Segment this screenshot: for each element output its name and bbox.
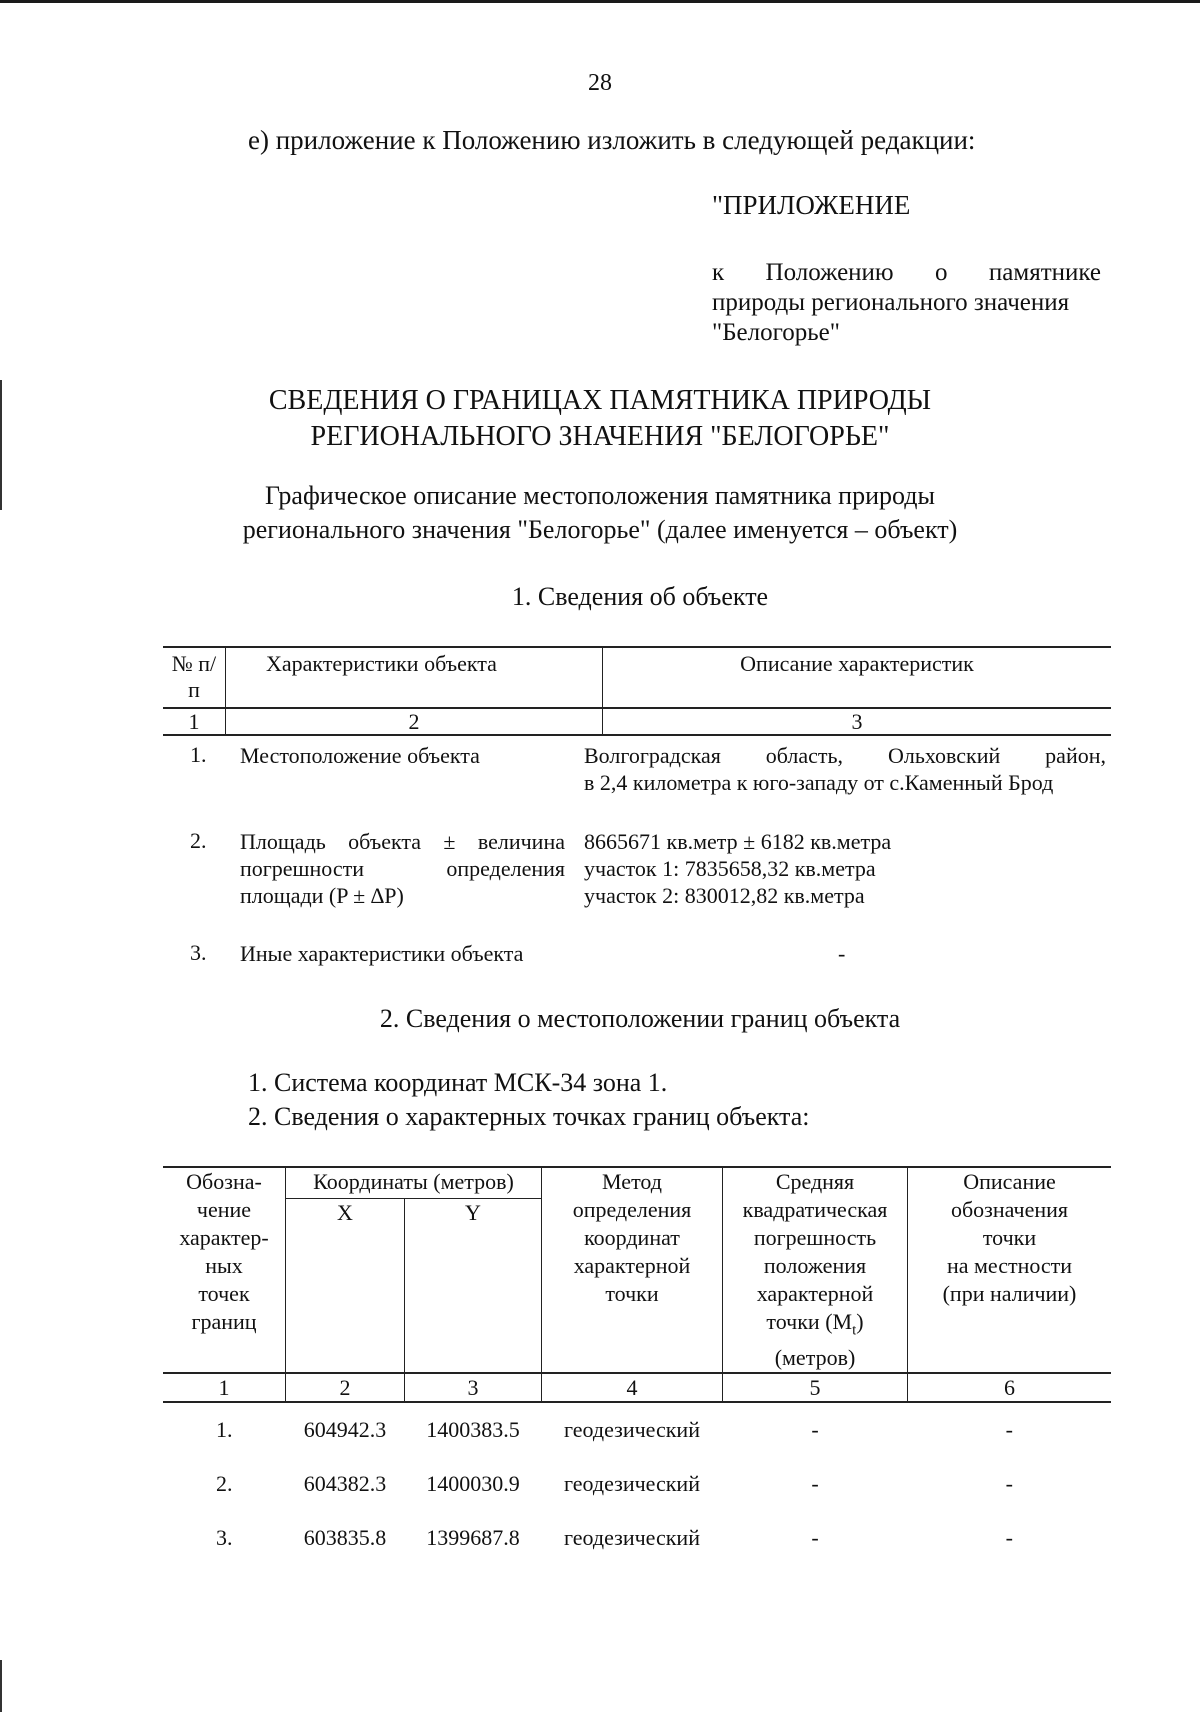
column-number: 1: [163, 1373, 286, 1402]
header-designation: Обозна- чение характер- ных точек границ: [163, 1167, 286, 1373]
point-method: геодезический: [564, 1525, 700, 1551]
object-characteristic: Местоположение объекта: [240, 743, 480, 768]
row-number: 1.: [190, 742, 207, 767]
characteristic-description: 8665671 кв.метр ± 6182 кв.метра участок 1: 7835658,32 кв.метра участок 2: 830012,82 кв.метра: [584, 829, 892, 908]
point-description: -: [1005, 1525, 1013, 1551]
header-x: X: [286, 1198, 405, 1373]
points-info-item: 2. Сведения о характерных точках границ объекта:: [248, 1102, 810, 1131]
appendix-reference: [712, 258, 1101, 348]
subheading-line: Графическое описание местоположения памятника природы: [265, 481, 935, 510]
header-method: Метод определения координат характерной точки: [542, 1167, 723, 1373]
point-description: -: [1005, 1417, 1013, 1443]
appendix-ref-line: природы регионального значения: [712, 289, 1070, 316]
point-y: 1400383.5: [426, 1417, 520, 1443]
point-number: 1.: [216, 1417, 233, 1443]
column-number: 2: [286, 1373, 405, 1402]
header-y: Y: [405, 1198, 542, 1373]
row-number: 3.: [190, 940, 207, 965]
point-error: -: [811, 1417, 819, 1443]
characteristic-description: -: [838, 941, 846, 966]
point-error: -: [811, 1525, 819, 1551]
scan-edge-left: [0, 1660, 2, 1712]
heading-line: РЕГИОНАЛЬНОГО ЗНАЧЕНИЯ "БЕЛОГОРЬЕ": [310, 421, 890, 452]
column-number: 5: [723, 1373, 908, 1402]
column-number: 3: [603, 708, 1112, 735]
row-number: 2.: [190, 828, 207, 853]
scan-edge-top: [0, 0, 1200, 3]
boundary-points-table: [163, 1166, 1111, 1565]
object-characteristic: Иные характеристики объекта: [240, 941, 524, 966]
table-header-cell: Описание характеристик: [603, 647, 1112, 708]
object-info-table: [163, 646, 1111, 736]
column-number: 3: [405, 1373, 542, 1402]
object-characteristic: Площадь объекта ± величина погрешности определения площади (P ± ∆P): [240, 829, 565, 908]
column-number: 6: [908, 1373, 1112, 1402]
column-number: 4: [542, 1373, 723, 1402]
table-header-cell: Характеристики объекта: [226, 647, 603, 708]
page-number: 28: [588, 70, 612, 96]
table-header-cell: № п/п: [163, 647, 226, 708]
point-x: 604942.3: [303, 1417, 387, 1443]
document-heading: [0, 383, 1200, 455]
table-row: [163, 1457, 1111, 1511]
point-x: 603835.8: [303, 1525, 387, 1551]
characteristic-description: Волгоградская область, Ольховский район, в 2,4 километра к юго-западу от с.Каменный Брод: [584, 743, 1106, 795]
header-coordinates: Координаты (метров): [286, 1167, 542, 1198]
point-error: -: [811, 1471, 819, 1497]
header-description: Описание обозначения точки на местности (при наличии): [908, 1167, 1112, 1373]
point-number: 2.: [216, 1471, 233, 1497]
heading-line: СВЕДЕНИЯ О ГРАНИЦАХ ПАМЯТНИКА ПРИРОДЫ: [268, 385, 932, 416]
appendix-title: "ПРИЛОЖЕНИЕ: [712, 190, 911, 220]
header-mean-error: Средняя квадратическая погрешность положения характерной точки $(M_t)$ (метров): [723, 1167, 908, 1373]
table-row: [163, 1402, 1111, 1457]
point-y: 1400030.9: [426, 1471, 520, 1497]
appendix-ref-line: к Положению о памятнике: [712, 259, 1101, 286]
appendix-ref-line: "Белогорье": [712, 319, 840, 346]
section2-title: 2. Сведения о местоположении границ объекта: [379, 1004, 901, 1033]
table-row: [163, 1511, 1111, 1565]
point-method: геодезический: [564, 1471, 700, 1497]
point-description: -: [1005, 1471, 1013, 1497]
subheading-line: регионального значения "Белогорье" (далее именуется – объект): [242, 515, 958, 544]
point-number: 3.: [216, 1525, 233, 1551]
point-x: 604382.3: [303, 1471, 387, 1497]
intro-line: е) приложение к Положению изложить в следующей редакции:: [248, 125, 976, 155]
column-number: 1: [163, 708, 226, 735]
document-subheading: [0, 479, 1200, 547]
point-method: геодезический: [564, 1417, 700, 1443]
column-number: 2: [226, 708, 603, 735]
coordinate-system-item: 1. Система координат МСК-34 зона 1.: [248, 1068, 668, 1097]
section1-title: 1. Сведения об объекте: [511, 582, 769, 611]
point-y: 1399687.8: [426, 1525, 520, 1551]
